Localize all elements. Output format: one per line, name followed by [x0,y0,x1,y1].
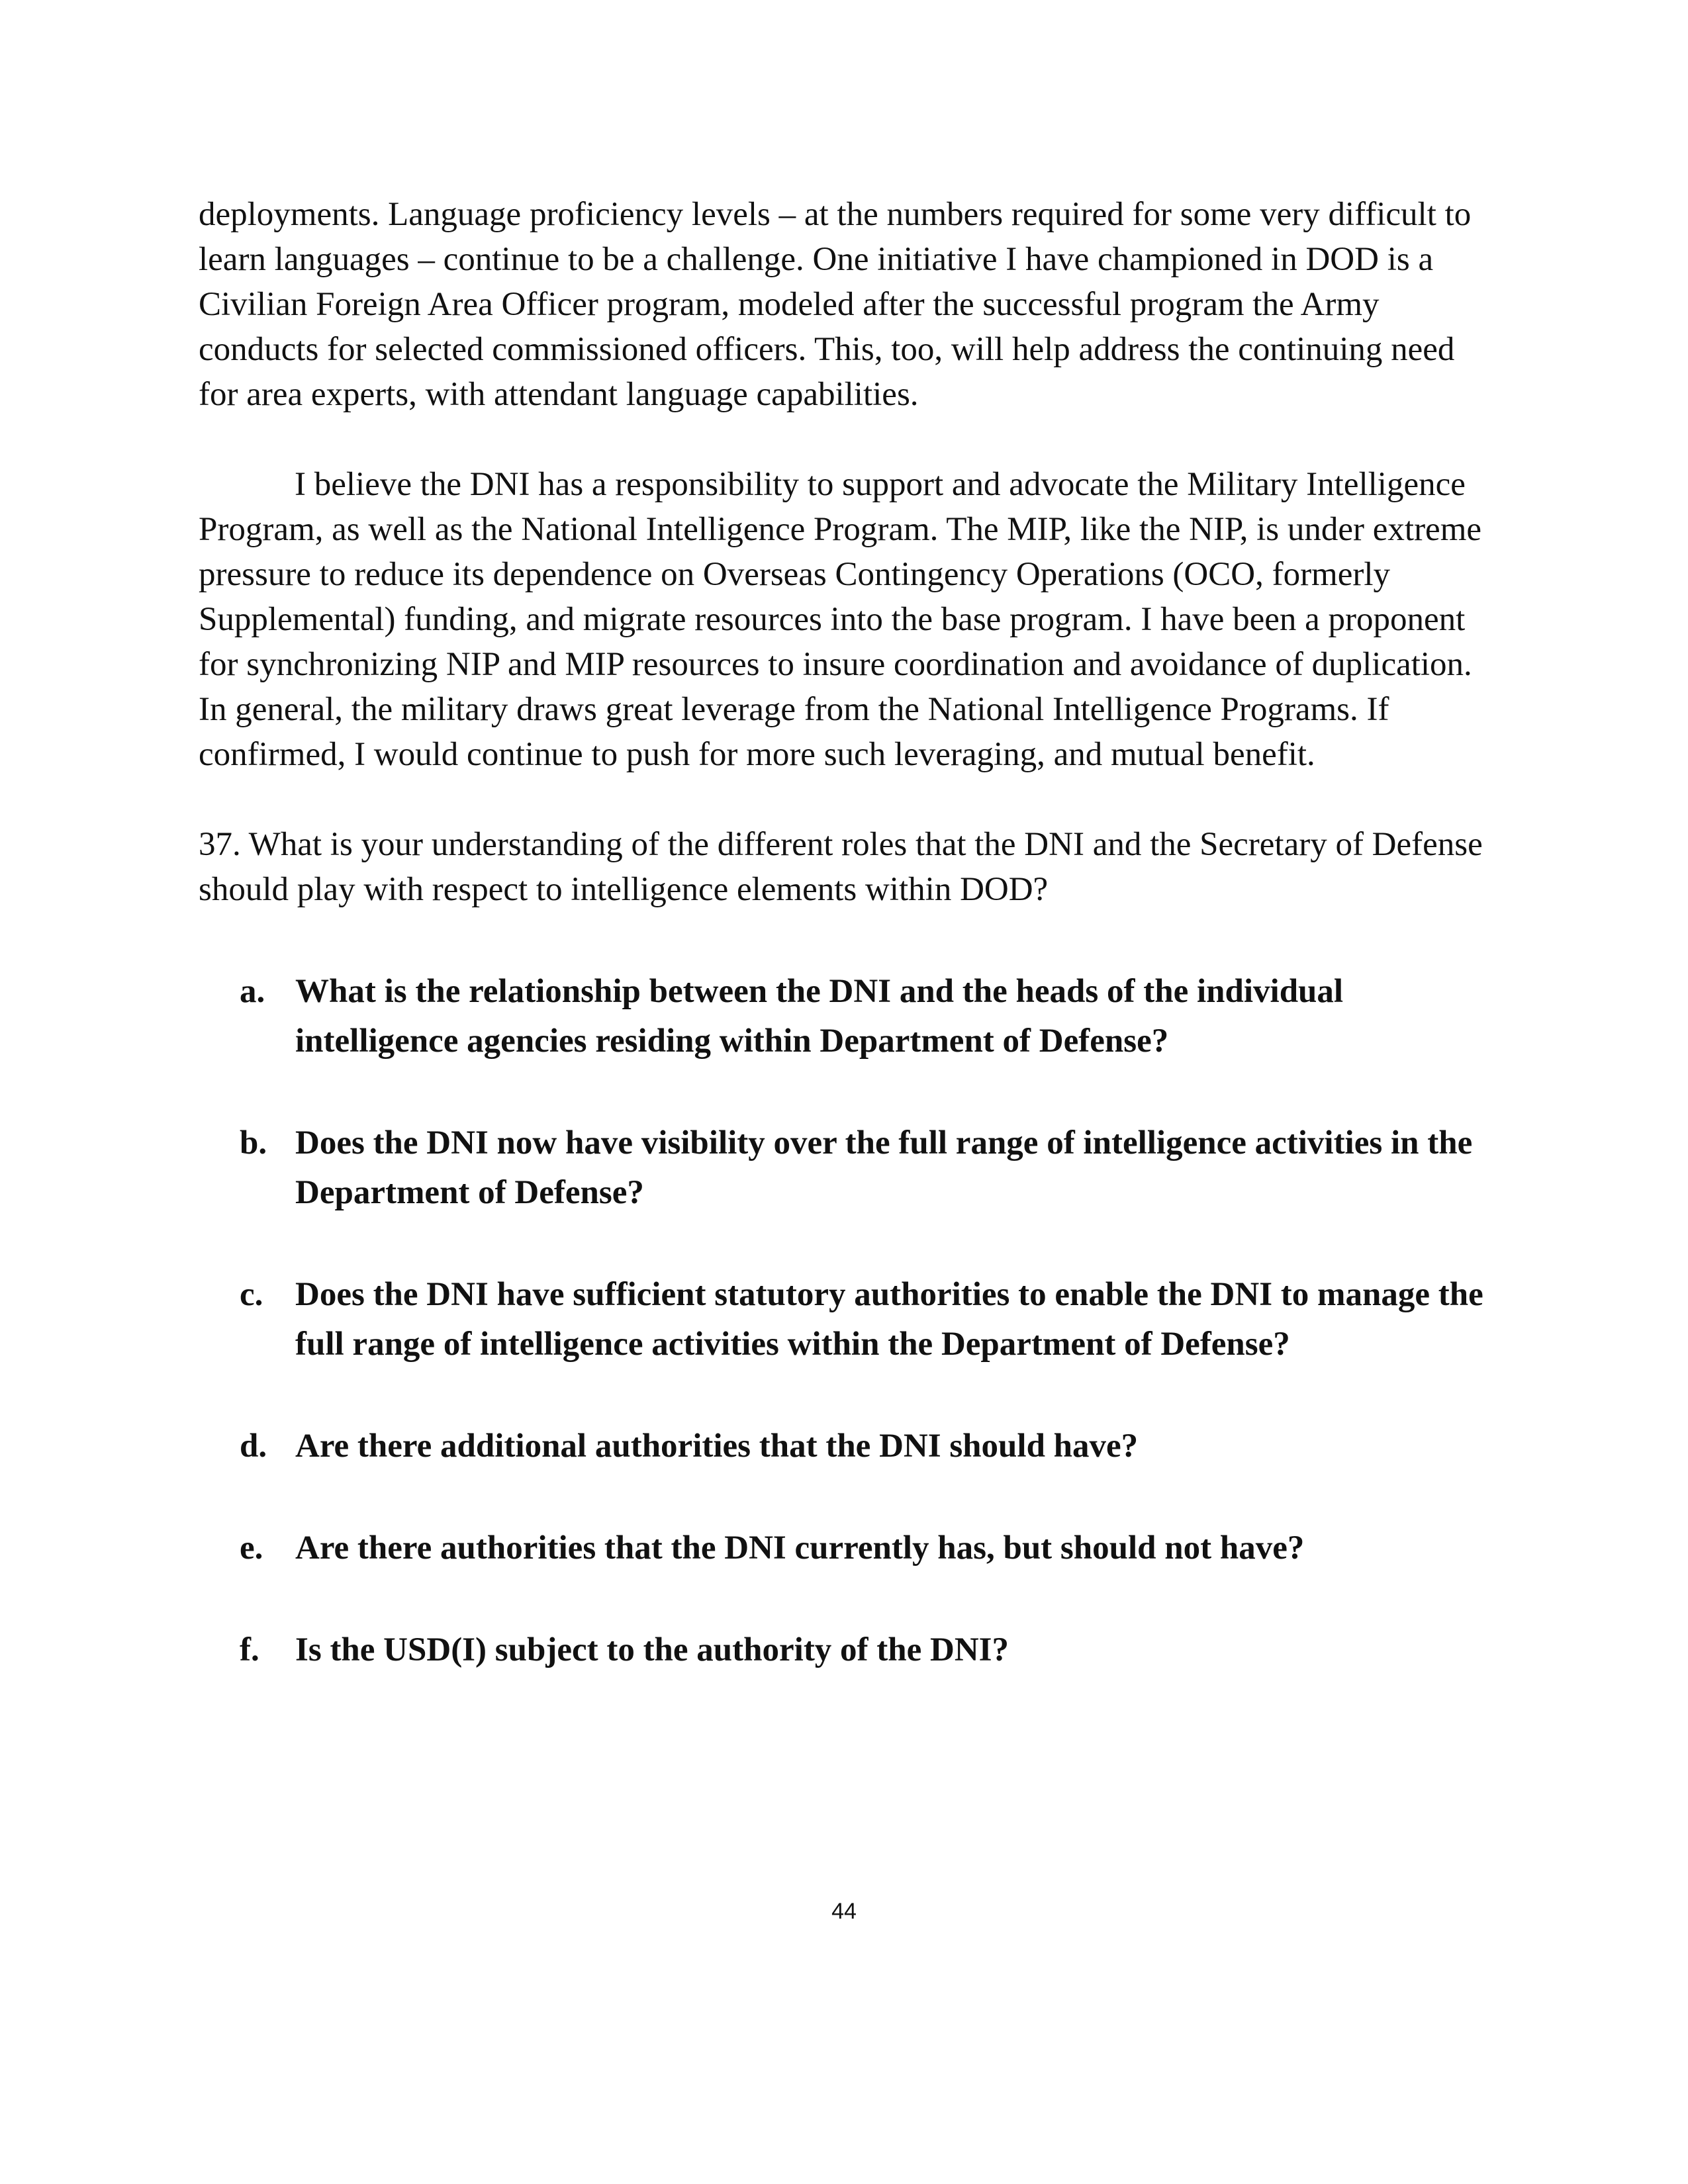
paragraph-dni-responsibility: I believe the DNI has a responsibility to support and advocate the Military Intelligence Program, as well as the National Intelligence Program. The MIP, like the NIP, is under extreme pressure to reduce its dependence on Overseas Contingency Operations (OCO, formerly Supplemental) funding, and migrate resources into the base program. I have been a proponent for synchronizing NIP and MIP resources to insure coordination and avoidance of duplication. In general, the military draws great leverage from the National Intelligence Programs. If confirmed, I would continue to push for more such leveraging, and mutual benefit. [199,466,1481,773]
sub-question-a [199,967,1496,1066]
sub-question-d [199,1422,1496,1471]
sub-question-text: What is the relationship between the DNI and the heads of the individual intelligence agencies residing within Department of Defense? [295,973,1344,1060]
sub-question-text: Does the DNI now have visibility over the full range of intelligence activities in the Department of Defense? [295,1124,1473,1211]
document-body [199,192,1496,1727]
sub-question-letter: e. [240,1529,263,1567]
sub-question-text: Does the DNI have sufficient statutory authorities to enable the DNI to manage the full range of intelligence activities within the Department of Defense? [295,1276,1483,1363]
sub-question-letter: f. [240,1631,259,1668]
sub-question-text: Is the USD(I) subject to the authority of the DNI? [295,1631,1009,1668]
paragraph-deployments: deployments. Language proficiency levels – at the numbers required for some very difficult to learn languages – continue to be a challenge. One initiative I have championed in DOD is a Civilian Foreign Area Officer program, modeled after the successful program the Army conducts for selected commissioned officers. This, too, will help address the continuing need for area experts, with attendant language capabilities. [199,196,1472,413]
sub-question-c [199,1270,1496,1369]
sub-question-e [199,1524,1496,1573]
sub-question-letter: b. [240,1124,267,1161]
sub-question-letter: a. [240,973,265,1010]
sub-question-letter: c. [240,1276,263,1313]
sub-question-list [199,967,1496,1675]
sub-question-b [199,1118,1496,1218]
question-37: 37. What is your understanding of the different roles that the DNI and the Secretary of Defense should play with respect to intelligence elements within DOD? [199,826,1483,908]
sub-question-f [199,1625,1496,1675]
sub-question-text: Are there authorities that the DNI currently has, but should not have? [295,1529,1305,1567]
page-number: 44 [831,1899,857,1924]
sub-question-text: Are there additional authorities that the DNI should have? [295,1428,1139,1465]
sub-question-letter: d. [240,1428,267,1465]
